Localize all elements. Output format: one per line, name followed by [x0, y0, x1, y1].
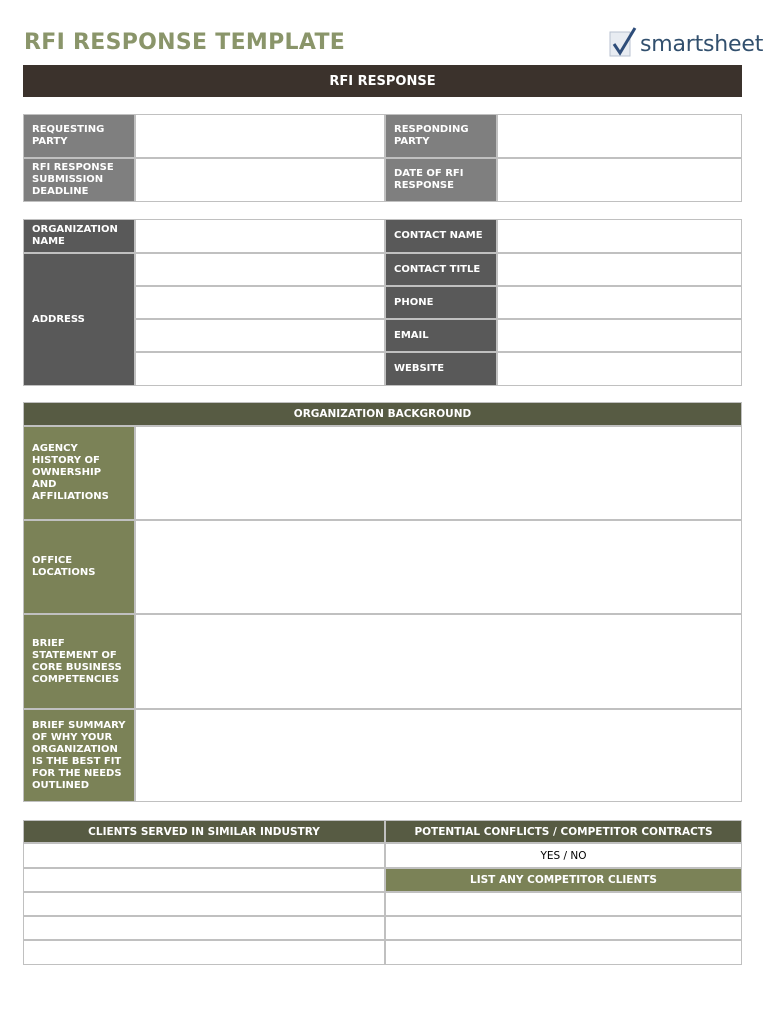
requesting-party-field[interactable] — [135, 114, 385, 158]
responding-party-label: RESPONDING PARTY — [385, 114, 497, 158]
response-date-label: DATE OF RFI RESPONSE — [385, 158, 497, 202]
requesting-party-label: REQUESTING PARTY — [23, 114, 135, 158]
best-fit-summary-label: BRIEF SUMMARY OF WHY YOUR ORGANIZATION IS THE BEST FIT FOR THE NEEDS OUTLINED — [23, 709, 135, 802]
page-title: RFI RESPONSE TEMPLATE — [24, 30, 346, 55]
best-fit-summary-field[interactable] — [135, 709, 742, 802]
client-row-3[interactable] — [23, 892, 385, 916]
client-row-2[interactable] — [23, 868, 385, 892]
check-mark-icon — [608, 26, 638, 60]
website-field[interactable] — [497, 352, 742, 386]
address-line-3-field[interactable] — [135, 319, 385, 352]
organization-name-field[interactable] — [135, 219, 385, 253]
yes-no-field[interactable]: YES / NO — [385, 843, 742, 868]
contact-title-label: CONTACT TITLE — [385, 253, 497, 286]
competitor-row-3[interactable] — [385, 940, 742, 965]
client-row-5[interactable] — [23, 940, 385, 965]
address-label: ADDRESS — [23, 253, 135, 386]
logo-text: smartsheet — [640, 32, 764, 57]
potential-conflicts-header: POTENTIAL CONFLICTS / COMPETITOR CONTRACTS — [385, 820, 742, 843]
contact-name-field[interactable] — [497, 219, 742, 253]
contact-name-label: CONTACT NAME — [385, 219, 497, 253]
office-locations-field[interactable] — [135, 520, 742, 614]
agency-history-label: AGENCY HISTORY OF OWNERSHIP AND AFFILIATIONS — [23, 426, 135, 520]
website-label: WEBSITE — [385, 352, 497, 386]
client-row-4[interactable] — [23, 916, 385, 940]
competitor-row-1[interactable] — [385, 892, 742, 916]
agency-history-field[interactable] — [135, 426, 742, 520]
office-locations-label: OFFICE LOCATIONS — [23, 520, 135, 614]
email-field[interactable] — [497, 319, 742, 352]
phone-label: PHONE — [385, 286, 497, 319]
phone-field[interactable] — [497, 286, 742, 319]
email-label: EMAIL — [385, 319, 497, 352]
responding-party-field[interactable] — [497, 114, 742, 158]
clients-served-header: CLIENTS SERVED IN SIMILAR INDUSTRY — [23, 820, 385, 843]
client-row-1[interactable] — [23, 843, 385, 868]
response-date-field[interactable] — [497, 158, 742, 202]
address-line-1-field[interactable] — [135, 253, 385, 286]
core-competencies-label: BRIEF STATEMENT OF CORE BUSINESS COMPETENCIES — [23, 614, 135, 709]
organization-name-label: ORGANIZATION NAME — [23, 219, 135, 253]
contact-title-field[interactable] — [497, 253, 742, 286]
competitor-row-2[interactable] — [385, 916, 742, 940]
submission-deadline-field[interactable] — [135, 158, 385, 202]
competitor-clients-header: LIST ANY COMPETITOR CLIENTS — [385, 868, 742, 892]
submission-deadline-label: RFI RESPONSE SUBMISSION DEADLINE — [23, 158, 135, 202]
core-competencies-field[interactable] — [135, 614, 742, 709]
organization-background-header: ORGANIZATION BACKGROUND — [23, 402, 742, 426]
rfi-response-banner: RFI RESPONSE — [23, 65, 742, 97]
address-line-2-field[interactable] — [135, 286, 385, 319]
address-line-4-field[interactable] — [135, 352, 385, 386]
smartsheet-logo — [608, 26, 768, 66]
